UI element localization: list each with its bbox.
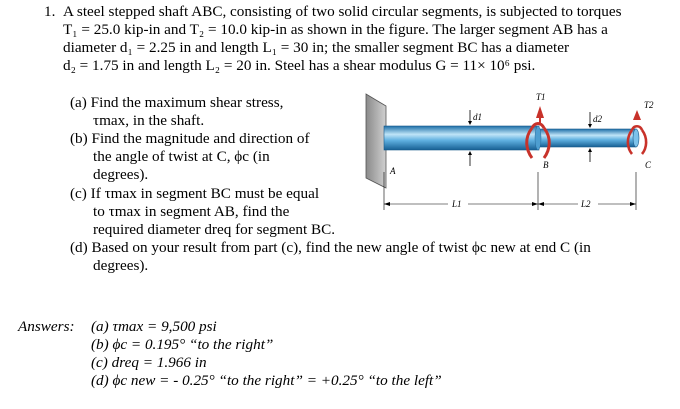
problem-line-3: diameter d₁ = 2.25 in and length L₁ = 30 in; the smaller segment BC has a diameter (63, 39, 570, 56)
answer-b: (b) ϕc = 0.195° “to the right” (91, 336, 274, 353)
label-l2: L2 (581, 199, 591, 209)
label-d2: d2 (593, 114, 602, 124)
problem-line-1: A steel stepped shaft ABC, consisting of two solid circular segments, is subjected to torques (63, 3, 622, 20)
problem-number: 1. (44, 3, 56, 20)
label-c: C (645, 160, 652, 170)
part-d-line-1: (d) Based on your result from part (c), find the new angle of twist ϕc new at end C (in (70, 239, 591, 256)
part-b-line-3: degrees). (93, 166, 149, 183)
answer-d: (d) ϕc new = - 0.25° “to the right” = +0.25° “to the left” (91, 372, 442, 389)
answer-a: (a) τmax = 9,500 psi (91, 318, 217, 335)
answers-heading: Answers: (18, 318, 75, 335)
label-b: B (543, 160, 549, 170)
problem-line-2: T₁ = 25.0 kip-in and T₂ = 10.0 kip-in as shown in the figure. The larger segment AB has a (63, 21, 608, 38)
wall-support (366, 94, 386, 188)
part-d-line-2: degrees). (93, 257, 149, 274)
label-t2: T2 (644, 100, 654, 110)
label-l1: L1 (452, 199, 462, 209)
label-d1: d1 (473, 112, 482, 122)
segment-ab (384, 126, 539, 150)
answer-c: (c) dreq = 1.966 in (91, 354, 207, 371)
part-c-line-3: required diameter dreq for segment BC. (93, 221, 336, 238)
segment-bc (538, 129, 636, 147)
part-c-line-1: (c) If τmax in segment BC must be equal (70, 185, 320, 202)
problem-line-4: d₂ = 1.75 in and length L₂ = 20 in. Steel has a shear modulus G = 11× 10⁶ psi. (63, 57, 536, 74)
part-a-line-2: τmax, in the shaft. (93, 112, 205, 129)
part-b-line-1: (b) Find the magnitude and direction of (70, 130, 310, 147)
label-a: A (390, 166, 396, 176)
part-a-line-1: (a) Find the maximum shear stress, (70, 94, 284, 111)
part-c-line-2: to τmax in segment AB, find the (93, 203, 290, 220)
part-b-line-2: the angle of twist at C, ϕc (in (93, 148, 270, 165)
stepped-shaft-figure (360, 88, 680, 220)
label-t1: T1 (536, 92, 546, 102)
